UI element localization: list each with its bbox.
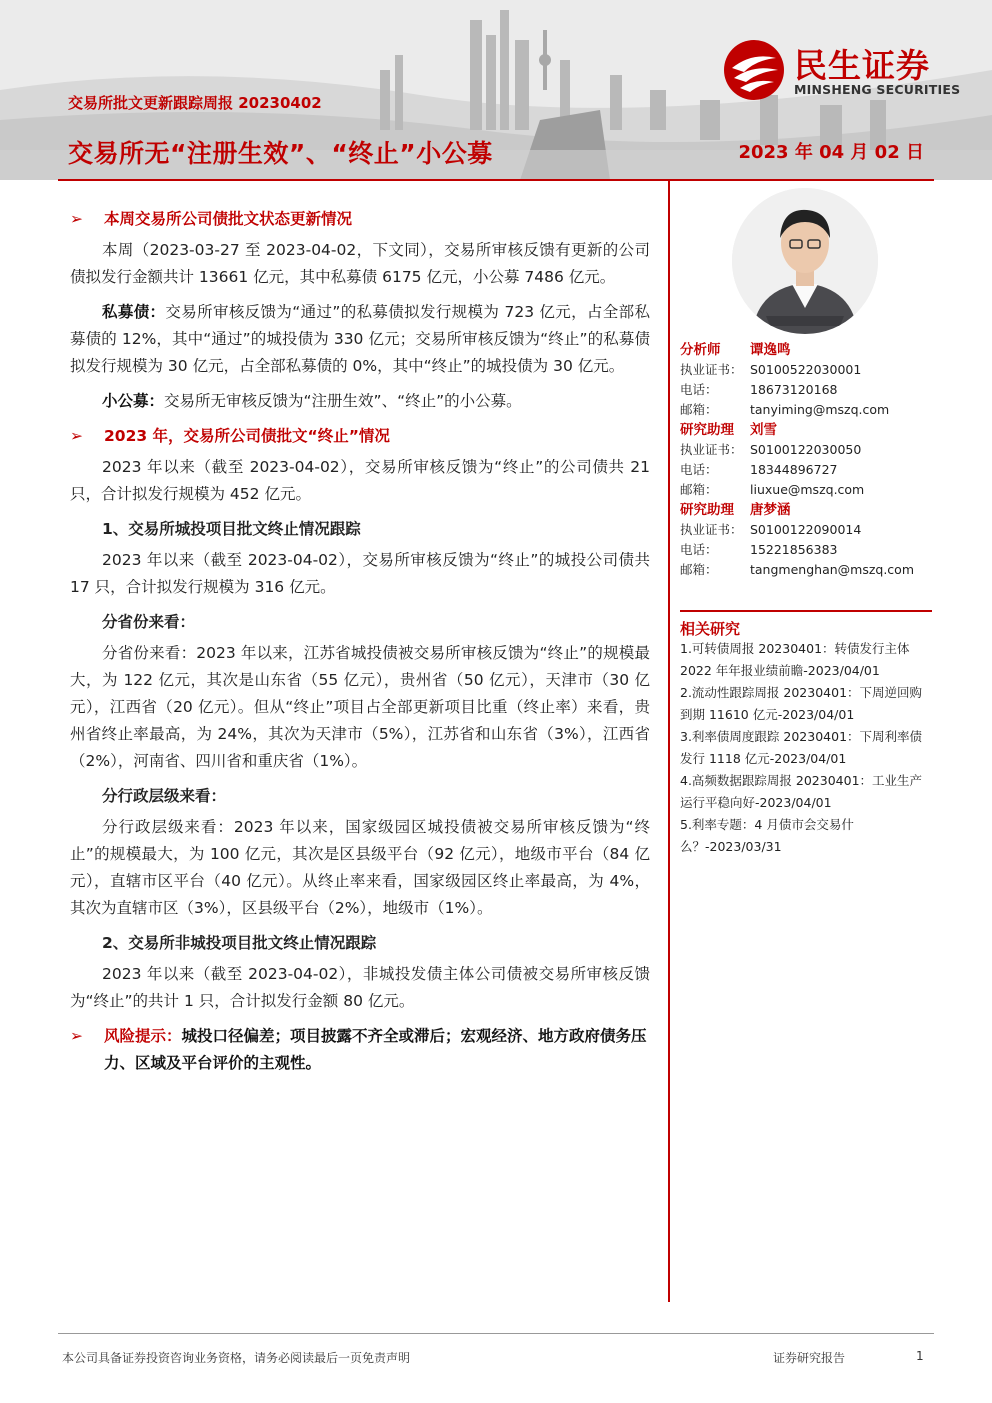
email-row <box>680 560 932 580</box>
arrow-bullet-icon: ➢ <box>70 427 83 445</box>
subsection-heading: 分省份来看： <box>102 613 196 631</box>
related-research-link[interactable]: 3.利率债周度跟踪 20230401：下周利率债发行 1118 亿元-2023/04/01 <box>680 729 923 766</box>
paragraph <box>70 388 650 415</box>
report-date: 2023 年 04 月 02 日 <box>738 142 924 163</box>
risk-label: 风险提示： <box>104 1027 182 1045</box>
arrow-bullet-icon: ➢ <box>70 1027 83 1045</box>
minsheng-logo-icon <box>722 38 786 102</box>
header-divider <box>58 179 934 181</box>
email-label: 邮箱： <box>680 482 718 497</box>
email-row <box>680 400 932 420</box>
email-link[interactable]: tanyiming@mszq.com <box>750 402 890 417</box>
email-link[interactable]: liuxue@mszq.com <box>750 482 865 497</box>
page-number: 1 <box>916 1349 924 1363</box>
related-research-title: 相关研究 <box>680 610 932 639</box>
analyst-portrait-image <box>732 188 878 334</box>
analyst-block <box>680 340 932 420</box>
footer-doc-type: 证券研究报告 <box>773 1351 846 1365</box>
column-divider <box>668 181 670 1302</box>
related-research-link[interactable]: 4.高频数据跟踪周报 20230401：工业生产运行平稳向好-2023/04/01 <box>680 773 923 810</box>
logo-english-name: MINSHENG SECURITIES <box>794 82 961 97</box>
paragraph-text: 交易所无审核反馈为“注册生效”、“终止”的小公募。 <box>164 392 522 410</box>
paragraph-label: 小公募： <box>102 392 165 410</box>
analyst-role: 研究助理 <box>680 502 734 518</box>
section-heading-text: 本周交易所公司债批文状态更新情况 <box>104 210 353 228</box>
phone-row <box>680 380 932 400</box>
analyst-role: 分析师 <box>680 342 721 358</box>
analyst-name-row <box>680 420 932 440</box>
footer-divider <box>58 1333 934 1334</box>
paragraph <box>70 299 650 380</box>
paragraph: 本周（2023-03-27 至 2023-04-02，下文同），交易所审核反馈有更新的公司债拟发行金额共计 13661 亿元，其中私募债 6175 亿元，小公募 7486 亿元。 <box>70 241 650 286</box>
email-link[interactable]: tangmenghan@mszq.com <box>750 562 915 577</box>
paragraph: 2023 年以来（截至 2023-04-02），交易所审核反馈为“终止”的公司债共 21 只，合计拟发行规模为 452 亿元。 <box>70 458 650 503</box>
cert-row <box>680 520 932 540</box>
related-research-link[interactable]: 5.利率专题：4 月债市会交易什么？-2023/03/31 <box>680 817 854 854</box>
phone-number: 15221856383 <box>750 542 838 557</box>
cert-row <box>680 360 932 380</box>
cert-number: S0100122030050 <box>750 442 862 457</box>
phone-number: 18344896727 <box>750 462 838 477</box>
cert-number: S0100522030001 <box>750 362 862 377</box>
cert-label: 执业证书： <box>680 522 743 537</box>
phone-row <box>680 540 932 560</box>
analyst-block <box>680 420 932 500</box>
paragraph: 2023 年以来（截至 2023-04-02），非城投发债主体公司债被交易所审核反馈为“终止”的共计 1 只，合计拟发行金额 80 亿元。 <box>70 965 650 1010</box>
paragraph: 分省份来看：2023 年以来，江苏省城投债被交易所审核反馈为“终止”的规模最大，为 122 亿元，其次是山东省（55 亿元），贵州省（50 亿元），天津市（30 亿元），江西省（20 亿元）。但从“终止”项目占全部更新项目比重（终止率）来看，贵州省终止率最高，为 24%，其次为天津市（5%），江苏省和山东省（3%），江西省（2%），河南省、四川省和重庆省（1%）。 <box>70 644 650 770</box>
section-heading <box>70 206 650 233</box>
footer-disclaimer: 本公司具备证券投资咨询业务资格，请务必阅读最后一页免责声明 <box>62 1351 411 1365</box>
analyst-contacts <box>680 340 932 580</box>
risk-text: 城投口径偏差；项目披露不齐全或滞后；宏观经济、地方政府债务压力、区域及平台评价的主观性。 <box>104 1027 647 1072</box>
analyst-photo <box>732 188 878 334</box>
cert-label: 执业证书： <box>680 362 743 377</box>
report-series: 交易所批文更新跟踪周报 20230402 <box>68 94 322 112</box>
company-logo <box>722 38 962 102</box>
analyst-name-row <box>680 340 932 360</box>
cert-label: 执业证书： <box>680 442 743 457</box>
related-research-link[interactable]: 1.可转债周报 20230401：转债发行主体 2022 年年报业绩前瞻-2023/04/01 <box>680 641 910 678</box>
section-heading <box>70 423 650 450</box>
analyst-name-row <box>680 500 932 520</box>
cert-number: S0100122090014 <box>750 522 862 537</box>
paragraph: 分行政层级来看：2023 年以来，国家级园区城投债被交易所审核反馈为“终止”的规模最大，为 100 亿元，其次是区县级平台（92 亿元），地级市平台（84 亿元），直辖市区平台（40 亿元）。从终止率来看，国家级园区终止率最高，为 4%，其次为直辖市区（3%），区县级平台（2%），地级市（1%）。 <box>70 818 650 917</box>
related-research-link[interactable]: 2.流动性跟踪周报 20230401：下周逆回购到期 11610 亿元-2023/04/01 <box>680 685 923 722</box>
paragraph-label: 私募债： <box>102 303 166 321</box>
email-label: 邮箱： <box>680 402 718 417</box>
report-title: 交易所无“注册生效”、“终止”小公募 <box>68 139 493 168</box>
related-research-list <box>680 638 928 858</box>
phone-label: 电话： <box>680 542 718 557</box>
email-label: 邮箱： <box>680 562 718 577</box>
section-heading-text: 2023 年，交易所公司债批文“终止”情况 <box>104 427 390 445</box>
main-content <box>70 206 650 1077</box>
email-row <box>680 480 932 500</box>
analyst-role: 研究助理 <box>680 422 734 438</box>
logo-chinese-name: 民生证券 <box>794 46 930 85</box>
phone-label: 电话： <box>680 462 718 477</box>
paragraph: 2023 年以来（截至 2023-04-02），交易所审核反馈为“终止”的城投公司债共 17 只，合计拟发行规模为 316 亿元。 <box>70 551 650 596</box>
risk-warning <box>70 1023 650 1077</box>
cert-row <box>680 440 932 460</box>
phone-number: 18673120168 <box>750 382 838 397</box>
subsection-heading: 分行政层级来看： <box>102 787 227 805</box>
phone-row <box>680 460 932 480</box>
analyst-block <box>680 500 932 580</box>
subsection-heading: 2、交易所非城投项目批文终止情况跟踪 <box>102 934 377 952</box>
analyst-name: 唐梦涵 <box>750 502 791 518</box>
paragraph-text: 交易所审核反馈为“通过”的私募债拟发行规模为 723 亿元，占全部私募债的 12%，其中“通过”的城投债为 330 亿元；交易所审核反馈为“终止”的私募债拟发行规模为 30 亿元，占全部私募债的 0%，其中“终止”的城投债为 30 亿元。 <box>70 303 650 375</box>
arrow-bullet-icon: ➢ <box>70 210 83 228</box>
phone-label: 电话： <box>680 382 718 397</box>
analyst-name: 刘雪 <box>750 422 777 438</box>
analyst-name: 谭逸鸣 <box>750 342 791 358</box>
subsection-heading: 1、交易所城投项目批文终止情况跟踪 <box>102 520 361 538</box>
header-banner <box>0 0 992 180</box>
